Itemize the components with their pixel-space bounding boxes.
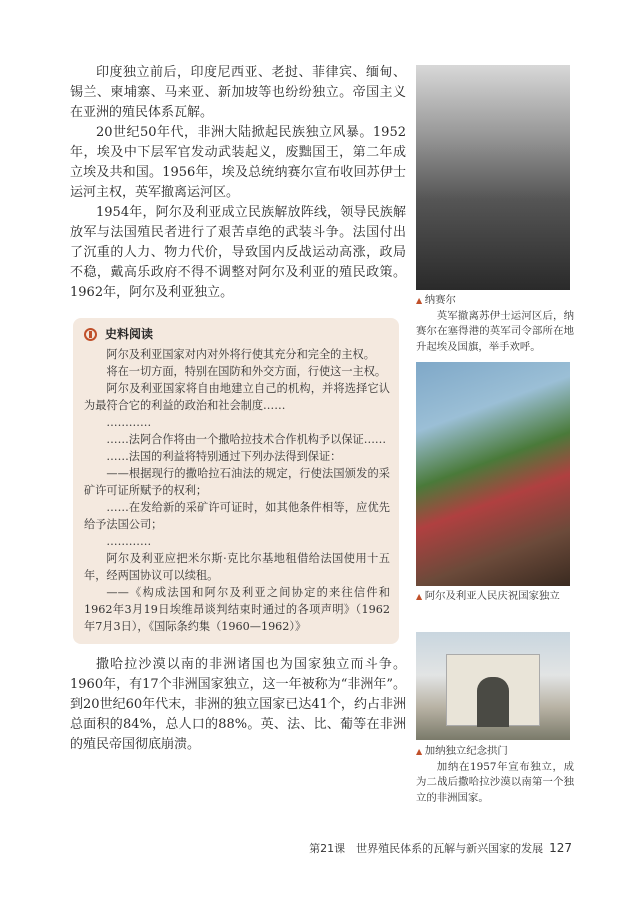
paragraph: 印度独立前后，印度尼西亚、老挝、菲律宾、缅甸、锡兰、柬埔寨、马来亚、新加坡等也纷纷独立。帝国主义在亚洲的殖民体系瓦解。 bbox=[70, 65, 406, 120]
algeria-celebration-photo bbox=[416, 362, 570, 586]
source-line: ………… bbox=[106, 535, 152, 548]
source-line: 阿尔及利亚应把米尔斯·克比尔基地租借给法国使用十五年，经两国协议可以续租。 bbox=[84, 552, 390, 582]
nasser-photo bbox=[416, 65, 570, 290]
source-line: ——根据现行的撒哈拉石油法的规定，行使法国颁发的采矿许可证所赋予的权利； bbox=[84, 467, 390, 497]
body-text-bottom bbox=[70, 655, 406, 755]
ghana-arch-photo bbox=[416, 632, 570, 740]
caption-nasser bbox=[416, 293, 574, 355]
source-line: 阿尔及利亚国家将自由地建立自己的机构，并将选择它认为最符合它的利益的政治和社会制度…… bbox=[84, 382, 390, 412]
source-line: ……法阿合作将由一个撒哈拉技术合作机构予以保证…… bbox=[106, 433, 387, 446]
caption-ghana bbox=[416, 744, 574, 806]
caption-text: 英军撤离苏伊士运河区后，纳赛尔在塞得港的英军司令部所在地升起埃及国旗，举手欢呼。 bbox=[416, 309, 574, 353]
page-number: 127 bbox=[549, 841, 572, 855]
source-line: ……在发给新的采矿许可证时，如其他条件相等，应优先给予法国公司； bbox=[84, 501, 390, 531]
source-box-title: 史料阅读 bbox=[105, 327, 154, 341]
source-box-header bbox=[84, 325, 390, 343]
source-line: ……法国的利益将特别通过下列办法得到保证： bbox=[106, 450, 342, 463]
body-text-top bbox=[70, 63, 406, 303]
caption-title: ▲ 阿尔及利亚人民庆祝国家独立 bbox=[416, 589, 574, 605]
source-line: 将在一切方面，特别在国防和外交方面，行使这一主权。 bbox=[106, 365, 387, 378]
arch-shape bbox=[446, 654, 540, 726]
source-citation: ——《构成法国和阿尔及利亚之间协定的来往信件和1962年3月19日埃维昂谈判结束时通过的各项声明》（1962年7月3日），《国际条约集（1960—1962）》 bbox=[84, 586, 390, 633]
caption-title: ▲ 纳赛尔 bbox=[416, 293, 574, 309]
paragraph: 撒哈拉沙漠以南的非洲诸国也为国家独立而斗争。1960年，有17个非洲国家独立，这一年被称为“非洲年”。到20世纪60年代末，非洲的独立国家已达41个，约占非洲总面积的84%，总人口的88%。英、法、比、葡等在非洲的殖民帝国彻底崩溃。 bbox=[70, 657, 406, 752]
paragraph: 1954年，阿尔及利亚成立民族解放阵线，领导民族解放军与法国殖民者进行了艰苦卓绝的武装斗争。法国付出了沉重的人力、物力代价，导致国内反战运动高涨，政局不稳，戴高乐政府不得不调整对阿尔及利亚的殖民政策。1962年，阿尔及利亚独立。 bbox=[70, 205, 406, 300]
caption-algeria bbox=[416, 589, 574, 605]
lesson-title: 第21课 世界殖民体系的瓦解与新兴国家的发展 bbox=[309, 842, 544, 855]
caption-text: 加纳在1957年宣布独立，成为二战后撒哈拉沙漠以南第一个独立的非洲国家。 bbox=[416, 760, 574, 804]
caption-title: ▲ 加纳独立纪念拱门 bbox=[416, 744, 574, 760]
paragraph: 20世纪50年代，非洲大陆掀起民族独立风暴。1952年，埃及中下层军官发动武装起义，废黜国王，第二年成立埃及共和国。1956年，埃及总统纳赛尔宣布收回苏伊士运河主权，英军撤离运河区。 bbox=[70, 125, 406, 200]
source-reading-box bbox=[73, 318, 399, 644]
info-icon bbox=[84, 328, 97, 341]
source-line: ………… bbox=[106, 416, 152, 429]
source-line: 阿尔及利亚国家对内对外将行使其充分和完全的主权。 bbox=[106, 348, 375, 361]
page-footer bbox=[309, 840, 572, 856]
